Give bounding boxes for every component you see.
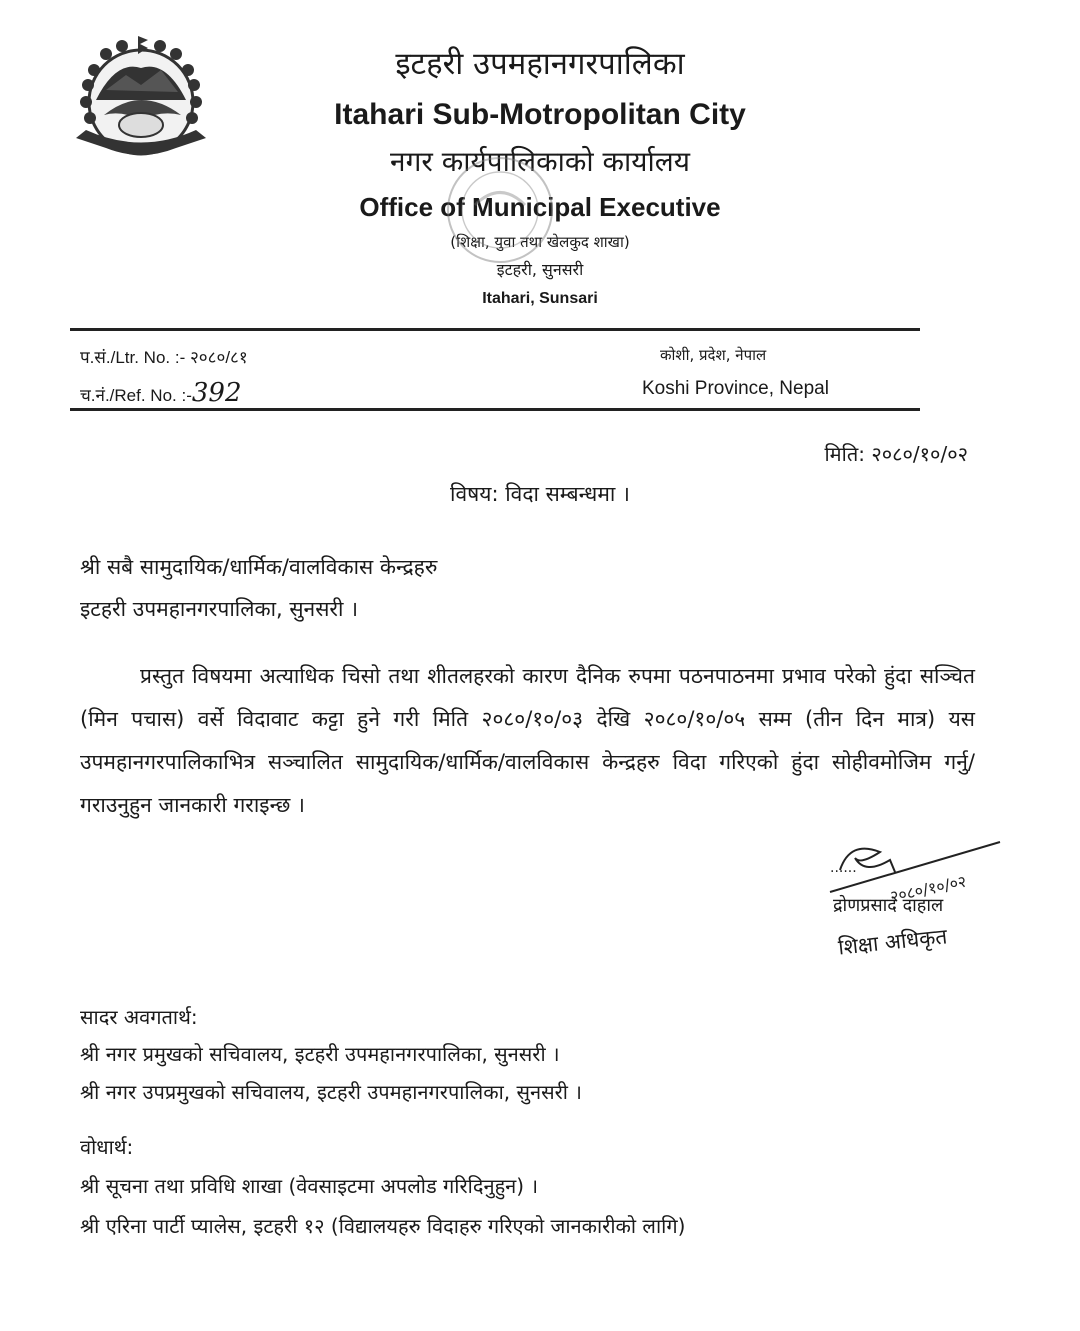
letter-number-value: २०८०/८१ bbox=[189, 348, 248, 367]
office-stamp bbox=[440, 150, 560, 270]
government-emblem-logo bbox=[66, 30, 216, 170]
addressee-line-1: श्री सबै सामुदायिक/धार्मिक/वालविकास केन्द्रहरु bbox=[80, 555, 438, 579]
signatory-name: द्रोणप्रसाद दाहाल bbox=[833, 895, 944, 916]
cc-item: श्री सूचना तथा प्रविधि शाखा (वेवसाइटमा अपलोड गरिदिनुहुन) । bbox=[80, 1174, 539, 1198]
svg-text:......: ...... bbox=[830, 860, 857, 876]
letter-date: मिति: २०८०/१०/०२ bbox=[824, 442, 968, 466]
signature-date: २०८०/१०/०२ bbox=[888, 871, 968, 907]
province-english: Koshi Province, Nepal bbox=[642, 378, 829, 399]
letter-number bbox=[80, 345, 248, 368]
letterhead-section: (शिक्षा, युवा तथा खेलकुद शाखा) bbox=[450, 233, 630, 251]
letter-body: प्रस्तुत विषयमा अत्याधिक चिसो तथा शीतलहरको कारण दैनिक रुपमा पठनपाठनमा प्रभाव परेको हुंदा सञ्चित (मिन पचास) वर्से विदावाट कट्टा हुने गरी मिति २०८०/१०/०३ देखि २०८०/१०/०५ सम्म (तीन दिन मात्र) यस उपमहानगरपालिकाभित्र सञ्चालित सामुदायिक/धार्मिक/वालविकास केन्द्रहरु विदा गरिएको हुंदा सोहीवमोजिम गर्नु/गराउनुहुन जानकारी गराइन्छ । bbox=[80, 664, 975, 817]
letterhead-office-english: Office of Municipal Executive bbox=[359, 192, 721, 222]
letterhead-office-nepali: नगर कार्यपालिकाको कार्यालय bbox=[390, 145, 690, 178]
cc-item: श्री नगर प्रमुखको सचिवालय, इटहरी उपमहानगरपालिका, सुनसरी । bbox=[80, 1042, 560, 1066]
header-rule-top bbox=[70, 328, 920, 331]
letterhead-location-nepali: इटहरी, सुनसरी bbox=[496, 260, 584, 279]
letterhead-title-english: Itahari Sub-Motropolitan City bbox=[334, 98, 746, 131]
letter-subject: विषय: विदा सम्बन्धमा । bbox=[450, 482, 630, 506]
cc-item: श्री एरिना पार्टी प्यालेस, इटहरी १२ (विद्यालयहरु विदाहरु गरिएको जानकारीको लागि) bbox=[80, 1214, 686, 1238]
reference-number-label: च.नं./Ref. No. :- bbox=[80, 386, 192, 405]
cc-heading-awareness: वोधार्थ: bbox=[80, 1135, 134, 1159]
addressee-line-2: इटहरी उपमहानगरपालिका, सुनसरी । bbox=[80, 597, 359, 621]
province-nepali: कोशी, प्रदेश, नेपाल bbox=[660, 346, 767, 364]
signatory-title: शिक्षा अधिकृत bbox=[837, 924, 949, 960]
reference-number bbox=[80, 378, 242, 408]
letter-number-label: प.सं./Ltr. No. :- bbox=[80, 348, 190, 367]
cc-item: श्री नगर उपप्रमुखको सचिवालय, इटहरी उपमहानगरपालिका, सुनसरी । bbox=[80, 1080, 582, 1104]
cc-heading-information: सादर अवगतार्थ: bbox=[80, 1005, 198, 1029]
header-rule-bottom bbox=[70, 408, 920, 411]
letterhead-title-nepali: इटहरी उपमहानगरपालिका bbox=[395, 46, 685, 82]
reference-number-value: 392 bbox=[191, 378, 242, 408]
letterhead-location-english: Itahari, Sunsari bbox=[482, 290, 598, 307]
